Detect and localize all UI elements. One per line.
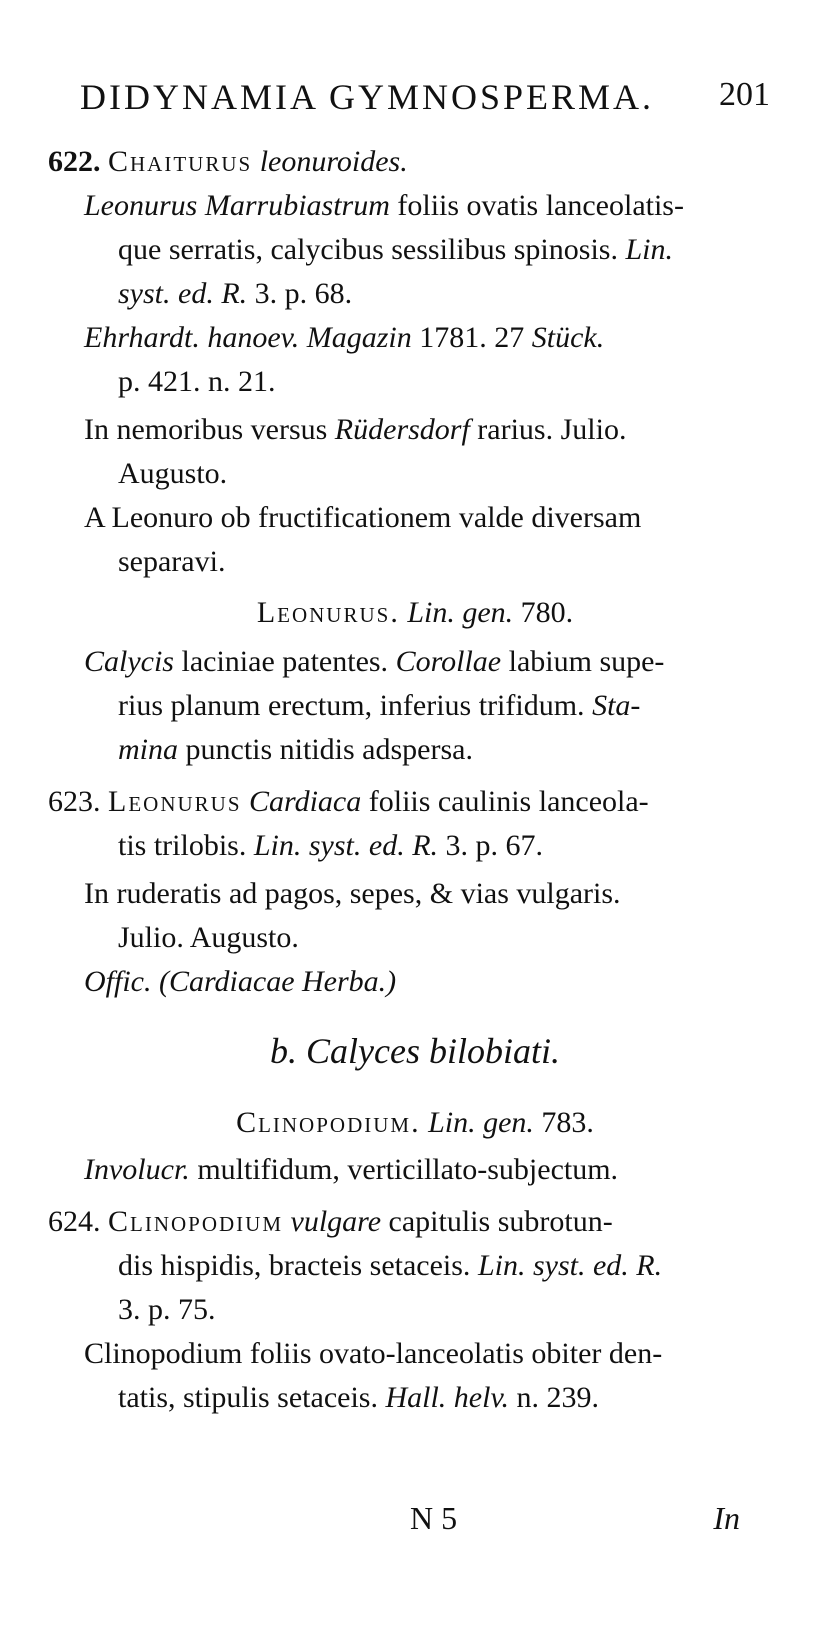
text: tatis, stipulis setaceis. — [118, 1381, 378, 1414]
pharmacy-note: Offic. (Cardiacae Herba.) — [84, 965, 397, 998]
text: A Leonuro ob fructificationem valde diversam — [84, 501, 642, 534]
reference: Lin. gen. — [428, 1106, 534, 1139]
text: rius planum erectum, inferius trifidum. — [118, 689, 585, 722]
genus-name: Leonurus — [108, 785, 242, 818]
entry-line — [118, 272, 352, 316]
term: Corollae — [395, 645, 502, 678]
genus-name: Clinopodium — [108, 1205, 284, 1238]
page-footer — [0, 1500, 830, 1550]
reference: Hall. helv. — [385, 1381, 510, 1414]
species-name: leonuroides. — [259, 145, 408, 178]
entry-line — [118, 1288, 216, 1332]
entry-line — [48, 140, 408, 184]
text: separavi. — [118, 545, 226, 578]
reference: Lin. syst. ed. R. — [477, 1249, 663, 1282]
entry-line — [84, 1332, 662, 1376]
reference: Lin. gen. — [407, 596, 514, 629]
running-title: DIDYNAMIA GYMNOSPERMA. — [80, 77, 655, 117]
entry-number: 622. — [48, 145, 101, 178]
entry-line — [48, 780, 649, 824]
entry-number: 624. — [48, 1205, 101, 1238]
term: Involucr. — [84, 1153, 190, 1186]
text: In ruderatis ad pagos, sepes, & vias vulgaris. — [84, 877, 621, 910]
page-header — [80, 76, 770, 126]
page-number: 201 — [719, 76, 770, 113]
species-name: Cardiaca — [249, 785, 362, 818]
text: laciniae patentes. — [181, 645, 389, 678]
genus-name: Leonurus. — [256, 596, 400, 629]
reference: Lin. — [625, 233, 673, 266]
entry-line — [118, 452, 227, 496]
entry-line — [118, 540, 225, 584]
entry-line — [84, 316, 604, 360]
term: Sta- — [592, 689, 641, 722]
text: que serratis, calycibus sessilibus spinosis. — [118, 233, 618, 266]
text: Augusto. — [118, 457, 228, 490]
genus-name: Clinopodium. — [236, 1106, 421, 1139]
term: mina — [118, 733, 178, 766]
reference: Stück. — [531, 321, 605, 354]
synonym: Leonurus Marrubiastrum — [84, 189, 390, 222]
text: 1781. 27 — [419, 321, 525, 354]
genus-heading-clinopodium — [0, 1106, 830, 1140]
entry-line — [84, 408, 626, 452]
text: labium supe- — [508, 645, 665, 678]
entry-line — [118, 684, 640, 728]
genus-number: 780. — [520, 596, 574, 629]
text: Julio. Augusto. — [118, 921, 299, 954]
catchword: In — [713, 1500, 740, 1536]
text: 3. p. 68. — [254, 277, 353, 310]
entry-line — [48, 1200, 613, 1244]
reference: Ehrhardt. hanoev. Magazin — [84, 321, 412, 354]
place-name: Rüdersdorf — [334, 413, 470, 446]
entry-number: 623. — [48, 785, 101, 818]
text: rarius. Julio. — [477, 413, 627, 446]
term: Calycis — [84, 645, 174, 678]
entry-line — [118, 916, 299, 960]
genus-number: 783. — [541, 1106, 594, 1139]
text: punctis nitidis adspersa. — [185, 733, 473, 766]
reference: Lin. syst. ed. R. — [253, 829, 439, 862]
section-heading: b. Calyces bilobiati. — [270, 1031, 560, 1071]
entry-line — [84, 496, 641, 540]
text: dis hispidis, bracteis setaceis. — [118, 1249, 471, 1282]
entry-line — [84, 1148, 618, 1192]
entry-line — [118, 360, 276, 404]
text: capitulis subrotun- — [388, 1205, 613, 1238]
text: 3. p. 67. — [445, 829, 544, 862]
text: 3. p. 75. — [118, 1293, 216, 1326]
entry-line — [84, 640, 664, 684]
species-name: vulgare — [290, 1205, 382, 1238]
entry-line — [118, 228, 673, 272]
text: p. 421. n. 21. — [118, 365, 276, 398]
text: foliis caulinis lanceola- — [368, 785, 649, 818]
text: Clinopodium foliis ovato-lanceolatis obiter den- — [84, 1337, 663, 1370]
text: In nemoribus versus — [84, 413, 328, 446]
entry-line — [118, 728, 473, 772]
entry-line — [84, 960, 396, 1004]
entry-line — [84, 872, 621, 916]
text: n. 239. — [516, 1381, 600, 1414]
text: tis trilobis. — [118, 829, 247, 862]
entry-line — [84, 184, 684, 228]
genus-heading-leonurus — [0, 596, 830, 630]
entry-line — [118, 824, 543, 868]
text: multifidum, verticillato-subjectum. — [197, 1153, 619, 1186]
entry-line — [118, 1244, 662, 1288]
reference: syst. ed. R. — [118, 277, 248, 310]
signature-mark: N 5 — [410, 1500, 458, 1536]
genus-name: Chaiturus — [108, 145, 253, 178]
text: foliis ovatis lanceolatis- — [397, 189, 684, 222]
entry-line — [118, 1376, 599, 1420]
